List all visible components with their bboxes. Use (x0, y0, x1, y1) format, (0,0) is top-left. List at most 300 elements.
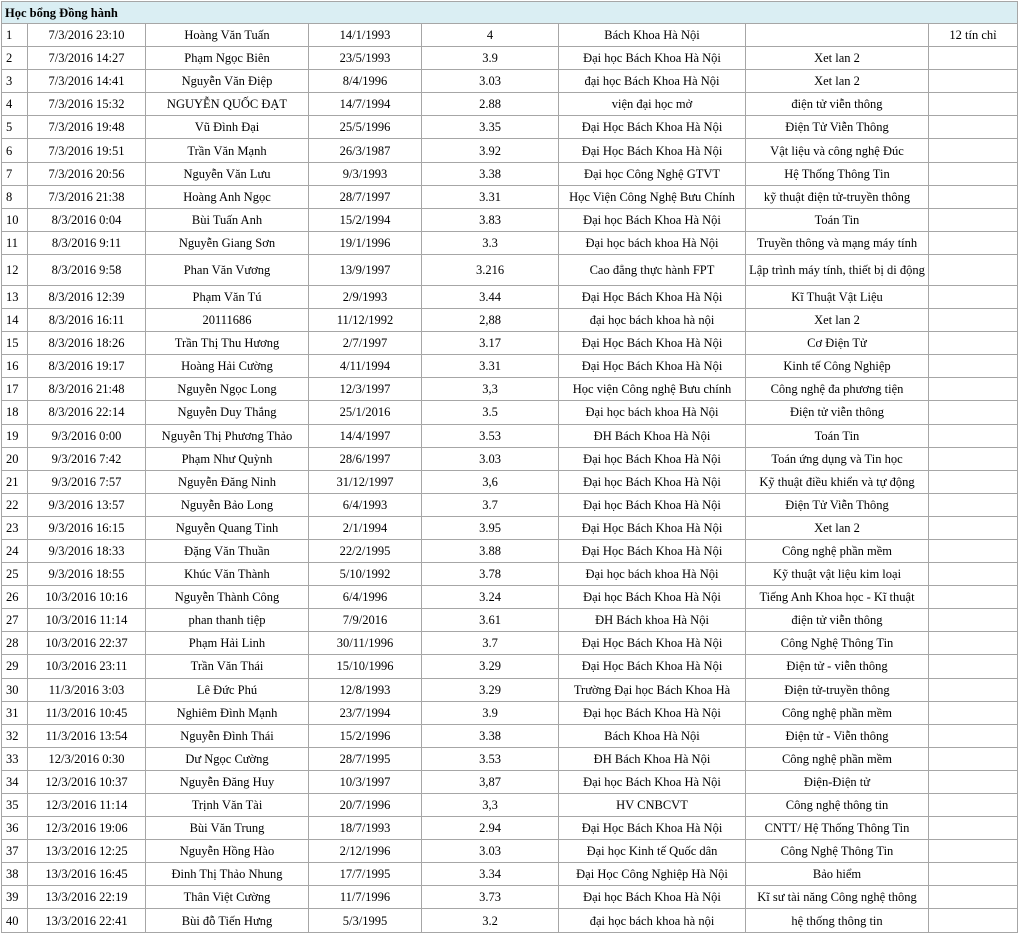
timestamp-cell[interactable]: 7/3/2016 23:10 (28, 24, 146, 47)
major-cell[interactable]: Kĩ sư tài năng Công nghệ thông (746, 886, 929, 909)
major-cell[interactable]: Hệ Thống Thông Tin (746, 162, 929, 185)
note-cell[interactable] (929, 285, 1018, 308)
university-cell[interactable]: ĐH Bách Khoa Hà Nội (559, 747, 746, 770)
name-cell[interactable]: 20111686 (146, 309, 309, 332)
timestamp-cell[interactable]: 8/3/2016 9:58 (28, 254, 146, 285)
note-cell[interactable] (929, 724, 1018, 747)
major-cell[interactable]: điện tử viễn thông (746, 93, 929, 116)
name-cell[interactable]: Phạm Hải Linh (146, 632, 309, 655)
major-cell[interactable]: Công nghệ phần mềm (746, 539, 929, 562)
row-number-cell[interactable]: 22 (2, 493, 28, 516)
gpa-cell[interactable]: 3.9 (422, 701, 559, 724)
row-number-cell[interactable]: 28 (2, 632, 28, 655)
major-cell[interactable]: Kinh tế Công Nghiệp (746, 355, 929, 378)
row-number-cell[interactable]: 3 (2, 70, 28, 93)
timestamp-cell[interactable]: 7/3/2016 14:41 (28, 70, 146, 93)
row-number-cell[interactable]: 32 (2, 724, 28, 747)
birthdate-cell[interactable]: 5/10/1992 (309, 563, 422, 586)
name-cell[interactable]: Phan Văn Vương (146, 254, 309, 285)
university-cell[interactable]: Đại Học Bách Khoa Hà Nội (559, 632, 746, 655)
row-number-cell[interactable]: 14 (2, 309, 28, 332)
birthdate-cell[interactable]: 2/12/1996 (309, 840, 422, 863)
major-cell[interactable]: Công nghệ thông tin (746, 794, 929, 817)
note-cell[interactable] (929, 185, 1018, 208)
gpa-cell[interactable]: 3.17 (422, 332, 559, 355)
birthdate-cell[interactable]: 11/7/1996 (309, 886, 422, 909)
name-cell[interactable]: Nguyễn Quang Tỉnh (146, 516, 309, 539)
row-number-cell[interactable]: 5 (2, 116, 28, 139)
gpa-cell[interactable]: 3.35 (422, 116, 559, 139)
birthdate-cell[interactable]: 8/4/1996 (309, 70, 422, 93)
major-cell[interactable]: Điện tử-truyền thông (746, 678, 929, 701)
gpa-cell[interactable]: 3.03 (422, 447, 559, 470)
name-cell[interactable]: Nguyễn Ngọc Long (146, 378, 309, 401)
row-number-cell[interactable]: 1 (2, 24, 28, 47)
name-cell[interactable]: Nguyễn Văn Lưu (146, 162, 309, 185)
gpa-cell[interactable]: 4 (422, 24, 559, 47)
row-number-cell[interactable]: 16 (2, 355, 28, 378)
name-cell[interactable]: Đặng Văn Thuần (146, 539, 309, 562)
timestamp-cell[interactable]: 10/3/2016 23:11 (28, 655, 146, 678)
gpa-cell[interactable]: 3.216 (422, 254, 559, 285)
name-cell[interactable]: Hoàng Anh Ngọc (146, 185, 309, 208)
name-cell[interactable]: Phạm Như Quỳnh (146, 447, 309, 470)
row-number-cell[interactable]: 38 (2, 863, 28, 886)
major-cell[interactable]: Công nghệ phần mềm (746, 701, 929, 724)
major-cell[interactable]: Truyền thông và mạng máy tính (746, 231, 929, 254)
row-number-cell[interactable]: 7 (2, 162, 28, 185)
birthdate-cell[interactable]: 9/3/1993 (309, 162, 422, 185)
note-cell[interactable] (929, 493, 1018, 516)
university-cell[interactable]: Đại học Bách Khoa Hà Nội (559, 886, 746, 909)
birthdate-cell[interactable]: 19/1/1996 (309, 231, 422, 254)
name-cell[interactable]: Nguyễn Đăng Huy (146, 770, 309, 793)
name-cell[interactable]: Bùi Văn Trung (146, 817, 309, 840)
note-cell[interactable] (929, 162, 1018, 185)
row-number-cell[interactable]: 26 (2, 586, 28, 609)
gpa-cell[interactable]: 3.34 (422, 863, 559, 886)
timestamp-cell[interactable]: 9/3/2016 18:33 (28, 539, 146, 562)
major-cell[interactable]: Công Nghệ Thông Tin (746, 632, 929, 655)
row-number-cell[interactable]: 39 (2, 886, 28, 909)
name-cell[interactable]: Nguyễn Bảo Long (146, 493, 309, 516)
note-cell[interactable] (929, 539, 1018, 562)
note-cell[interactable] (929, 909, 1018, 932)
timestamp-cell[interactable]: 9/3/2016 7:57 (28, 470, 146, 493)
university-cell[interactable]: Đại Học Bách Khoa Hà Nội (559, 655, 746, 678)
row-number-cell[interactable]: 8 (2, 185, 28, 208)
row-number-cell[interactable]: 18 (2, 401, 28, 424)
major-cell[interactable]: Kỹ thuật vật liệu kim loại (746, 563, 929, 586)
university-cell[interactable]: Đại học Bách Khoa Hà Nội (559, 770, 746, 793)
row-number-cell[interactable]: 13 (2, 285, 28, 308)
timestamp-cell[interactable]: 12/3/2016 10:37 (28, 770, 146, 793)
university-cell[interactable]: Học Viện Công Nghệ Bưu Chính (559, 185, 746, 208)
major-cell[interactable]: Xet lan 2 (746, 47, 929, 70)
name-cell[interactable]: Trần Văn Thái (146, 655, 309, 678)
row-number-cell[interactable]: 2 (2, 47, 28, 70)
major-cell[interactable]: Công Nghệ Thông Tin (746, 840, 929, 863)
note-cell[interactable] (929, 886, 1018, 909)
major-cell[interactable]: Xet lan 2 (746, 309, 929, 332)
university-cell[interactable]: Đại học Bách Khoa Hà Nội (559, 208, 746, 231)
birthdate-cell[interactable]: 25/1/2016 (309, 401, 422, 424)
birthdate-cell[interactable]: 11/12/1992 (309, 309, 422, 332)
birthdate-cell[interactable]: 20/7/1996 (309, 794, 422, 817)
university-cell[interactable]: Đại học Bách Khoa Hà Nội (559, 493, 746, 516)
birthdate-cell[interactable]: 15/2/1994 (309, 208, 422, 231)
university-cell[interactable]: ĐH Bách khoa Hà Nội (559, 609, 746, 632)
major-cell[interactable]: điện tử viễn thông (746, 609, 929, 632)
gpa-cell[interactable]: 3.7 (422, 632, 559, 655)
major-cell[interactable]: Điện Tử Viễn Thông (746, 116, 929, 139)
name-cell[interactable]: Nguyễn Văn Điệp (146, 70, 309, 93)
gpa-cell[interactable]: 3.95 (422, 516, 559, 539)
name-cell[interactable]: Hoàng Hải Cường (146, 355, 309, 378)
timestamp-cell[interactable]: 12/3/2016 19:06 (28, 817, 146, 840)
university-cell[interactable]: Đại Học Bách Khoa Hà Nội (559, 139, 746, 162)
major-cell[interactable]: Điện tử - viễn thông (746, 655, 929, 678)
university-cell[interactable]: Đại học Kinh tế Quốc dân (559, 840, 746, 863)
gpa-cell[interactable]: 3,87 (422, 770, 559, 793)
university-cell[interactable]: Đại học Bách Khoa Hà Nội (559, 586, 746, 609)
row-number-cell[interactable]: 21 (2, 470, 28, 493)
timestamp-cell[interactable]: 10/3/2016 11:14 (28, 609, 146, 632)
row-number-cell[interactable]: 37 (2, 840, 28, 863)
note-cell[interactable] (929, 332, 1018, 355)
note-cell[interactable] (929, 609, 1018, 632)
birthdate-cell[interactable]: 13/9/1997 (309, 254, 422, 285)
gpa-cell[interactable]: 3,3 (422, 794, 559, 817)
timestamp-cell[interactable]: 13/3/2016 16:45 (28, 863, 146, 886)
major-cell[interactable]: Cơ Điện Tử (746, 332, 929, 355)
gpa-cell[interactable]: 3.53 (422, 747, 559, 770)
row-number-cell[interactable]: 36 (2, 817, 28, 840)
gpa-cell[interactable]: 3.38 (422, 724, 559, 747)
major-cell[interactable]: Kỹ thuật điều khiển và tự động (746, 470, 929, 493)
birthdate-cell[interactable]: 2/9/1993 (309, 285, 422, 308)
birthdate-cell[interactable]: 28/7/1997 (309, 185, 422, 208)
note-cell[interactable] (929, 563, 1018, 586)
birthdate-cell[interactable]: 2/1/1994 (309, 516, 422, 539)
gpa-cell[interactable]: 3.73 (422, 886, 559, 909)
note-cell[interactable] (929, 116, 1018, 139)
university-cell[interactable]: Đại Học Bách Khoa Hà Nội (559, 355, 746, 378)
gpa-cell[interactable]: 3.3 (422, 231, 559, 254)
university-cell[interactable]: Đại Học Bách Khoa Hà Nội (559, 516, 746, 539)
gpa-cell[interactable]: 2,88 (422, 309, 559, 332)
university-cell[interactable]: Trường Đại học Bách Khoa Hà (559, 678, 746, 701)
note-cell[interactable] (929, 794, 1018, 817)
note-cell[interactable] (929, 254, 1018, 285)
university-cell[interactable]: Bách Khoa Hà Nội (559, 724, 746, 747)
timestamp-cell[interactable]: 11/3/2016 3:03 (28, 678, 146, 701)
name-cell[interactable]: NGUYỄN QUỐC ĐẠT (146, 93, 309, 116)
gpa-cell[interactable]: 3.44 (422, 285, 559, 308)
note-cell[interactable] (929, 840, 1018, 863)
timestamp-cell[interactable]: 7/3/2016 21:38 (28, 185, 146, 208)
major-cell[interactable]: Điện tử - Viễn thông (746, 724, 929, 747)
birthdate-cell[interactable]: 25/5/1996 (309, 116, 422, 139)
gpa-cell[interactable]: 3.2 (422, 909, 559, 932)
row-number-cell[interactable]: 15 (2, 332, 28, 355)
row-number-cell[interactable]: 34 (2, 770, 28, 793)
timestamp-cell[interactable]: 12/3/2016 11:14 (28, 794, 146, 817)
university-cell[interactable]: HV CNBCVT (559, 794, 746, 817)
gpa-cell[interactable]: 3.31 (422, 185, 559, 208)
name-cell[interactable]: phan thanh tiệp (146, 609, 309, 632)
row-number-cell[interactable]: 17 (2, 378, 28, 401)
timestamp-cell[interactable]: 8/3/2016 22:14 (28, 401, 146, 424)
university-cell[interactable]: Đại học Bách Khoa Hà Nội (559, 470, 746, 493)
gpa-cell[interactable]: 2.94 (422, 817, 559, 840)
major-cell[interactable]: Toán Tin (746, 208, 929, 231)
row-number-cell[interactable]: 4 (2, 93, 28, 116)
university-cell[interactable]: viện đại học mở (559, 93, 746, 116)
row-number-cell[interactable]: 20 (2, 447, 28, 470)
university-cell[interactable]: Đại học bách khoa Hà Nội (559, 401, 746, 424)
note-cell[interactable] (929, 747, 1018, 770)
gpa-cell[interactable]: 3.03 (422, 840, 559, 863)
timestamp-cell[interactable]: 8/3/2016 0:04 (28, 208, 146, 231)
birthdate-cell[interactable]: 7/9/2016 (309, 609, 422, 632)
sheet-title[interactable]: Học bổng Đồng hành (2, 2, 1018, 24)
major-cell[interactable]: Xet lan 2 (746, 70, 929, 93)
timestamp-cell[interactable]: 8/3/2016 19:17 (28, 355, 146, 378)
row-number-cell[interactable]: 23 (2, 516, 28, 539)
name-cell[interactable]: Vũ Đình Đại (146, 116, 309, 139)
name-cell[interactable]: Nguyễn Duy Thắng (146, 401, 309, 424)
name-cell[interactable]: Dư Ngọc Cường (146, 747, 309, 770)
major-cell[interactable]: Xet lan 2 (746, 516, 929, 539)
major-cell[interactable]: hệ thống thông tin (746, 909, 929, 932)
timestamp-cell[interactable]: 11/3/2016 13:54 (28, 724, 146, 747)
note-cell[interactable] (929, 632, 1018, 655)
timestamp-cell[interactable]: 7/3/2016 20:56 (28, 162, 146, 185)
timestamp-cell[interactable]: 8/3/2016 9:11 (28, 231, 146, 254)
university-cell[interactable]: Đại Học Bách Khoa Hà Nội (559, 116, 746, 139)
university-cell[interactable]: Đại Học Bách Khoa Hà Nội (559, 285, 746, 308)
timestamp-cell[interactable]: 13/3/2016 22:19 (28, 886, 146, 909)
birthdate-cell[interactable]: 15/10/1996 (309, 655, 422, 678)
gpa-cell[interactable]: 3.83 (422, 208, 559, 231)
gpa-cell[interactable]: 2.88 (422, 93, 559, 116)
birthdate-cell[interactable]: 12/8/1993 (309, 678, 422, 701)
note-cell[interactable] (929, 447, 1018, 470)
birthdate-cell[interactable]: 10/3/1997 (309, 770, 422, 793)
timestamp-cell[interactable]: 8/3/2016 16:11 (28, 309, 146, 332)
major-cell[interactable]: Kĩ Thuật Vật Liệu (746, 285, 929, 308)
university-cell[interactable]: Đại học bách khoa Hà Nội (559, 563, 746, 586)
row-number-cell[interactable]: 27 (2, 609, 28, 632)
name-cell[interactable]: Nguyễn Hồng Hào (146, 840, 309, 863)
note-cell[interactable] (929, 231, 1018, 254)
name-cell[interactable]: Bùi đỗ Tiến Hưng (146, 909, 309, 932)
note-cell[interactable] (929, 355, 1018, 378)
name-cell[interactable]: Phạm Ngọc Biên (146, 47, 309, 70)
birthdate-cell[interactable]: 14/1/1993 (309, 24, 422, 47)
major-cell[interactable]: Điện-Điện tử (746, 770, 929, 793)
name-cell[interactable]: Trịnh Văn Tài (146, 794, 309, 817)
note-cell[interactable] (929, 424, 1018, 447)
birthdate-cell[interactable]: 4/11/1994 (309, 355, 422, 378)
birthdate-cell[interactable]: 6/4/1996 (309, 586, 422, 609)
row-number-cell[interactable]: 24 (2, 539, 28, 562)
university-cell[interactable]: đại học bách khoa hà nội (559, 909, 746, 932)
major-cell[interactable]: Công nghệ phần mềm (746, 747, 929, 770)
gpa-cell[interactable]: 3,3 (422, 378, 559, 401)
row-number-cell[interactable]: 31 (2, 701, 28, 724)
note-cell[interactable] (929, 309, 1018, 332)
birthdate-cell[interactable]: 17/7/1995 (309, 863, 422, 886)
name-cell[interactable]: Hoàng Văn Tuấn (146, 24, 309, 47)
university-cell[interactable]: Đại Học Bách Khoa Hà Nội (559, 332, 746, 355)
row-number-cell[interactable]: 6 (2, 139, 28, 162)
major-cell[interactable]: Bảo hiểm (746, 863, 929, 886)
gpa-cell[interactable]: 3.7 (422, 493, 559, 516)
name-cell[interactable]: Thân Việt Cường (146, 886, 309, 909)
timestamp-cell[interactable]: 9/3/2016 7:42 (28, 447, 146, 470)
timestamp-cell[interactable]: 10/3/2016 22:37 (28, 632, 146, 655)
major-cell[interactable]: Lập trình máy tính, thiết bị di động (746, 254, 929, 285)
note-cell[interactable] (929, 586, 1018, 609)
major-cell[interactable]: Công nghệ đa phương tiện (746, 378, 929, 401)
timestamp-cell[interactable]: 8/3/2016 18:26 (28, 332, 146, 355)
timestamp-cell[interactable]: 10/3/2016 10:16 (28, 586, 146, 609)
university-cell[interactable]: Đại học Bách Khoa Hà Nội (559, 447, 746, 470)
university-cell[interactable]: Bách Khoa Hà Nội (559, 24, 746, 47)
note-cell[interactable] (929, 208, 1018, 231)
gpa-cell[interactable]: 3.9 (422, 47, 559, 70)
gpa-cell[interactable]: 3,6 (422, 470, 559, 493)
birthdate-cell[interactable]: 12/3/1997 (309, 378, 422, 401)
note-cell[interactable] (929, 401, 1018, 424)
name-cell[interactable]: Lê Đức Phú (146, 678, 309, 701)
timestamp-cell[interactable]: 9/3/2016 16:15 (28, 516, 146, 539)
birthdate-cell[interactable]: 15/2/1996 (309, 724, 422, 747)
timestamp-cell[interactable]: 8/3/2016 12:39 (28, 285, 146, 308)
timestamp-cell[interactable]: 9/3/2016 0:00 (28, 424, 146, 447)
gpa-cell[interactable]: 3.92 (422, 139, 559, 162)
name-cell[interactable]: Nghiêm Đình Mạnh (146, 701, 309, 724)
birthdate-cell[interactable]: 6/4/1993 (309, 493, 422, 516)
note-cell[interactable] (929, 70, 1018, 93)
timestamp-cell[interactable]: 13/3/2016 22:41 (28, 909, 146, 932)
gpa-cell[interactable]: 3.38 (422, 162, 559, 185)
university-cell[interactable]: Đại Học Bách Khoa Hà Nội (559, 817, 746, 840)
timestamp-cell[interactable]: 12/3/2016 0:30 (28, 747, 146, 770)
birthdate-cell[interactable]: 28/7/1995 (309, 747, 422, 770)
note-cell[interactable] (929, 378, 1018, 401)
major-cell[interactable]: Tiếng Anh Khoa học - Kĩ thuật (746, 586, 929, 609)
name-cell[interactable]: Khúc Văn Thành (146, 563, 309, 586)
note-cell[interactable] (929, 655, 1018, 678)
note-cell[interactable] (929, 817, 1018, 840)
university-cell[interactable]: Đại học Bách Khoa Hà Nội (559, 701, 746, 724)
name-cell[interactable]: Nguyễn Thị Phương Thảo (146, 424, 309, 447)
university-cell[interactable]: đại học bách khoa hà nội (559, 309, 746, 332)
row-number-cell[interactable]: 30 (2, 678, 28, 701)
timestamp-cell[interactable]: 7/3/2016 15:32 (28, 93, 146, 116)
row-number-cell[interactable]: 19 (2, 424, 28, 447)
row-number-cell[interactable]: 29 (2, 655, 28, 678)
timestamp-cell[interactable]: 7/3/2016 19:51 (28, 139, 146, 162)
timestamp-cell[interactable]: 11/3/2016 10:45 (28, 701, 146, 724)
name-cell[interactable]: Nguyễn Đăng Ninh (146, 470, 309, 493)
note-cell[interactable]: 12 tín chỉ (929, 24, 1018, 47)
birthdate-cell[interactable]: 14/7/1994 (309, 93, 422, 116)
university-cell[interactable]: Đại học Công Nghệ GTVT (559, 162, 746, 185)
name-cell[interactable]: Bùi Tuấn Anh (146, 208, 309, 231)
timestamp-cell[interactable]: 7/3/2016 19:48 (28, 116, 146, 139)
row-number-cell[interactable]: 12 (2, 254, 28, 285)
gpa-cell[interactable]: 3.31 (422, 355, 559, 378)
birthdate-cell[interactable]: 23/5/1993 (309, 47, 422, 70)
note-cell[interactable] (929, 863, 1018, 886)
row-number-cell[interactable]: 11 (2, 231, 28, 254)
birthdate-cell[interactable]: 31/12/1997 (309, 470, 422, 493)
birthdate-cell[interactable]: 5/3/1995 (309, 909, 422, 932)
row-number-cell[interactable]: 10 (2, 208, 28, 231)
major-cell[interactable] (746, 24, 929, 47)
university-cell[interactable]: Đại Học Bách Khoa Hà Nội (559, 539, 746, 562)
major-cell[interactable]: Điện Tử Viễn Thông (746, 493, 929, 516)
birthdate-cell[interactable]: 18/7/1993 (309, 817, 422, 840)
row-number-cell[interactable]: 33 (2, 747, 28, 770)
gpa-cell[interactable]: 3.78 (422, 563, 559, 586)
name-cell[interactable]: Nguyễn Giang Sơn (146, 231, 309, 254)
name-cell[interactable]: Phạm Văn Tú (146, 285, 309, 308)
birthdate-cell[interactable]: 23/7/1994 (309, 701, 422, 724)
gpa-cell[interactable]: 3.5 (422, 401, 559, 424)
name-cell[interactable]: Đinh Thị Thảo Nhung (146, 863, 309, 886)
note-cell[interactable] (929, 770, 1018, 793)
university-cell[interactable]: Đại học Bách Khoa Hà Nội (559, 47, 746, 70)
university-cell[interactable]: Cao đẳng thực hành FPT (559, 254, 746, 285)
birthdate-cell[interactable]: 2/7/1997 (309, 332, 422, 355)
gpa-cell[interactable]: 3.61 (422, 609, 559, 632)
timestamp-cell[interactable]: 13/3/2016 12:25 (28, 840, 146, 863)
note-cell[interactable] (929, 93, 1018, 116)
timestamp-cell[interactable]: 7/3/2016 14:27 (28, 47, 146, 70)
gpa-cell[interactable]: 3.29 (422, 678, 559, 701)
note-cell[interactable] (929, 701, 1018, 724)
university-cell[interactable]: Học viện Công nghệ Bưu chính (559, 378, 746, 401)
university-cell[interactable]: Đại Học Công Nghiệp Hà Nội (559, 863, 746, 886)
note-cell[interactable] (929, 470, 1018, 493)
note-cell[interactable] (929, 47, 1018, 70)
note-cell[interactable] (929, 678, 1018, 701)
gpa-cell[interactable]: 3.03 (422, 70, 559, 93)
university-cell[interactable]: Đại học bách khoa Hà Nội (559, 231, 746, 254)
birthdate-cell[interactable]: 14/4/1997 (309, 424, 422, 447)
gpa-cell[interactable]: 3.24 (422, 586, 559, 609)
note-cell[interactable] (929, 516, 1018, 539)
row-number-cell[interactable]: 40 (2, 909, 28, 932)
gpa-cell[interactable]: 3.88 (422, 539, 559, 562)
name-cell[interactable]: Nguyễn Đình Thái (146, 724, 309, 747)
major-cell[interactable]: Điện tử viễn thông (746, 401, 929, 424)
name-cell[interactable]: Nguyễn Thành Công (146, 586, 309, 609)
major-cell[interactable]: Toán ứng dụng và Tin học (746, 447, 929, 470)
birthdate-cell[interactable]: 30/11/1996 (309, 632, 422, 655)
row-number-cell[interactable]: 35 (2, 794, 28, 817)
note-cell[interactable] (929, 139, 1018, 162)
birthdate-cell[interactable]: 28/6/1997 (309, 447, 422, 470)
major-cell[interactable]: Vật liệu và công nghệ Đúc (746, 139, 929, 162)
birthdate-cell[interactable]: 22/2/1995 (309, 539, 422, 562)
birthdate-cell[interactable]: 26/3/1987 (309, 139, 422, 162)
